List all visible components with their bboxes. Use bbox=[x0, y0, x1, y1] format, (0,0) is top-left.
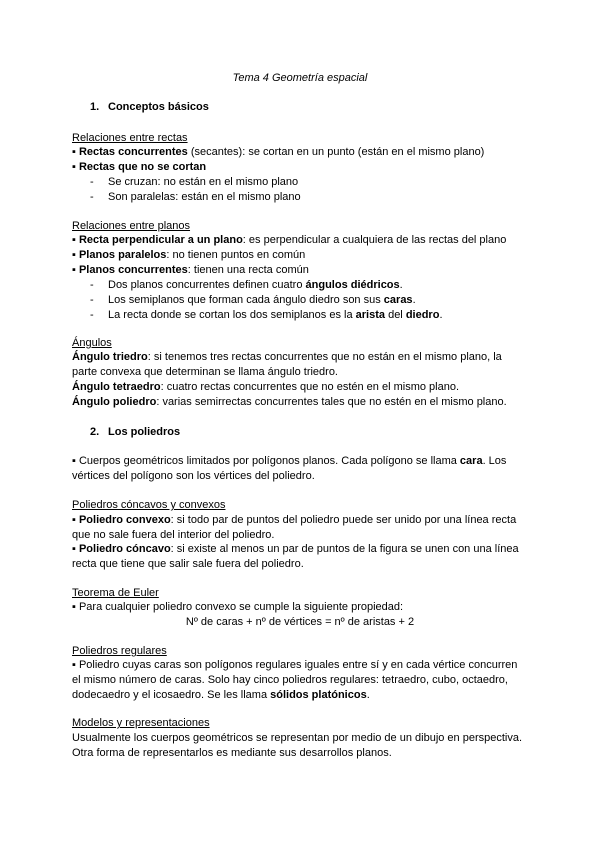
poliedros-line-1: ▪ Cuerpos geométricos limitados por polígonos planos. Cada polígono se llama cara. Los bbox=[72, 455, 507, 467]
modelos-line-1: Usualmente los cuerpos geométricos se representan por medio de un dibujo en perspectiva. bbox=[72, 732, 523, 744]
subheading-euler: Teorema de Euler bbox=[72, 587, 159, 599]
bullet-icon: ▪ bbox=[72, 659, 76, 671]
angulos-line-3: Ángulo poliedro: varias semirrectas concurrentes tales que no estén en el mismo plano. bbox=[72, 396, 507, 408]
bullet-icon: ▪ bbox=[72, 455, 76, 467]
subheading-angulos: Ángulos bbox=[72, 337, 112, 349]
bullet-icon: ▪ bbox=[72, 601, 76, 613]
angulos-line-2: Ángulo tetraedro: cuatro rectas concurrentes que no estén en el mismo plano. bbox=[72, 381, 460, 393]
poliedros-line-2: vértices del polígono son los vértices del poliedro. bbox=[72, 470, 315, 482]
planos-line-1: ▪ Recta perpendicular a un plano: es perpendicular a cualquiera de las rectas del plano bbox=[72, 234, 507, 246]
subheading-concavos: Poliedros cóncavos y convexos bbox=[72, 499, 226, 511]
subheading-rectas: Relaciones entre rectas bbox=[72, 132, 188, 144]
concavos-line-2b: recta que tiene que salir sale fuera del poliedro. bbox=[72, 558, 304, 570]
rectas-dash-1: - Se cruzan: no están en el mismo plano bbox=[90, 176, 299, 188]
bullet-icon: ▪ bbox=[72, 249, 76, 261]
subheading-regulares: Poliedros regulares bbox=[72, 645, 167, 657]
angulos-line-1b: parte convexa que determinan se llama ángulo triedro. bbox=[72, 366, 338, 378]
rectas-line-1: ▪ Rectas concurrentes (secantes): se cortan en un punto (están en el mismo plano) bbox=[72, 146, 485, 158]
bullet-icon: ▪ bbox=[72, 234, 76, 246]
bullet-icon: ▪ bbox=[72, 146, 76, 158]
regulares-line-2: el mismo número de caras. Solo hay cinco poliedros regulares: tetraedro, cubo, octaedro, bbox=[72, 674, 508, 686]
regulares-line-1: ▪ Poliedro cuyas caras son polígonos regulares iguales entre sí y en cada vértice concurren bbox=[72, 659, 518, 671]
angulos-line-1: Ángulo triedro: si tenemos tres rectas concurrentes que no están en el mismo plano, la bbox=[72, 351, 502, 363]
rectas-line-2: ▪ Rectas que no se cortan bbox=[72, 161, 207, 173]
bullet-icon: ▪ bbox=[72, 161, 76, 173]
regulares-line-3: dodecaedro y el icosaedro. Se les llama sólidos platónicos. bbox=[72, 689, 370, 701]
euler-line-1: ▪ Para cualquier poliedro convexo se cumple la siguiente propiedad: bbox=[72, 601, 404, 613]
concavos-line-2: ▪ Poliedro cóncavo: si existe al menos un par de puntos de la figura se unen con una línea bbox=[72, 543, 519, 555]
section-heading-1: 1. Conceptos básicos bbox=[90, 101, 209, 113]
subheading-planos: Relaciones entre planos bbox=[72, 220, 191, 232]
rectas-dash-2: - Son paralelas: están en el mismo plano bbox=[90, 191, 301, 203]
section-heading-2: 2. Los poliedros bbox=[90, 426, 181, 438]
planos-dash-2: - Los semiplanos que forman cada ángulo diedro son sus caras. bbox=[90, 294, 416, 306]
euler-formula: Nº de caras + nº de vértices = nº de aristas + 2 bbox=[185, 616, 415, 628]
bullet-icon: ▪ bbox=[72, 543, 76, 555]
bullet-icon: ▪ bbox=[72, 514, 76, 526]
planos-line-3: ▪ Planos concurrentes: tienen una recta común bbox=[72, 264, 309, 276]
planos-dash-3: - La recta donde se cortan los dos semiplanos es la arista del diedro. bbox=[90, 309, 443, 321]
page-title: Tema 4 Geometría espacial bbox=[232, 72, 368, 84]
planos-dash-1: - Dos planos concurrentes definen cuatro ángulos diédricos. bbox=[90, 279, 403, 291]
planos-line-2: ▪ Planos paralelos: no tienen puntos en común bbox=[72, 249, 306, 261]
modelos-line-2: Otra forma de representarlos es mediante sus desarrollos planos. bbox=[72, 747, 392, 759]
concavos-line-1b: que no sale fuera del interior del poliedro. bbox=[72, 529, 275, 541]
bullet-icon: ▪ bbox=[72, 264, 76, 276]
subheading-modelos: Modelos y representaciones bbox=[72, 717, 210, 729]
concavos-line-1: ▪ Poliedro convexo: si todo par de puntos del poliedro puede ser unido por una línea recta bbox=[72, 514, 517, 526]
